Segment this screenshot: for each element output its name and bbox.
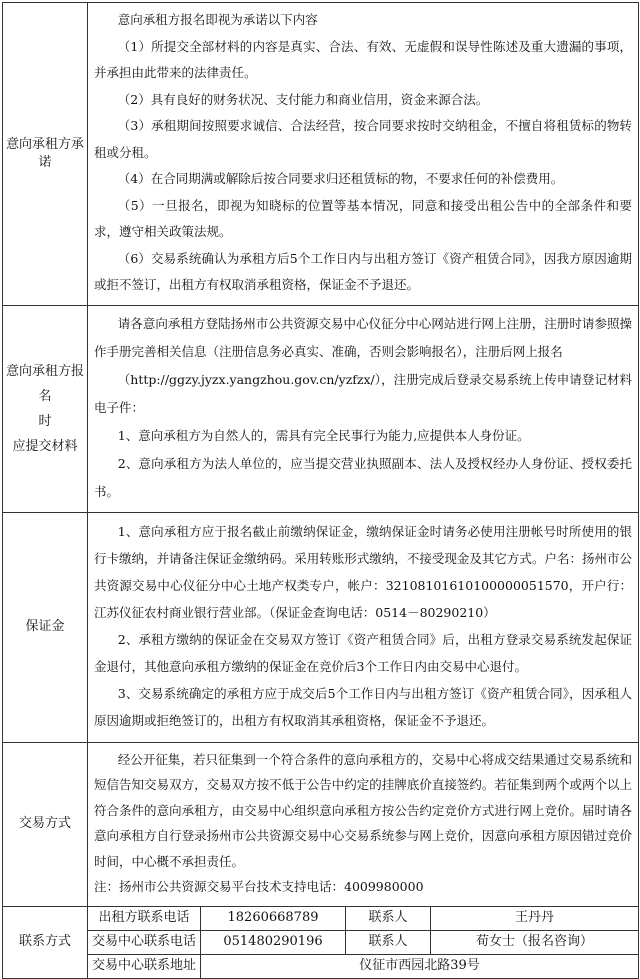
materials-label-line2: 时 <box>38 413 52 429</box>
landlord-phone-label: 出租方联系电话 <box>88 906 201 930</box>
landlord-contact: 王丹丹 <box>431 906 639 930</box>
materials-url: （http://ggzy.jyzx.yangzhou.gov.cn/yzfzx/），注册完成后登录交易系统上传申请登记材料电子件： <box>94 371 633 415</box>
contact-row-1 <box>3 906 639 930</box>
materials-para-3: 2、意向承租方为法人单位的，应当提交营业执照副本、法人及授权经办人身份证、授权委托书。 <box>94 455 633 499</box>
commitment-body <box>88 3 639 306</box>
contact-row-2 <box>3 930 639 954</box>
deposit-para-2: 2、承租方缴纳的保证金在交易双方签订《资产租赁合同》后，出租方登录交易系统发起保证金退付，其他意向承租方缴纳的保证金在竞价后3个工作日内由交易中心退付。 <box>94 632 633 674</box>
commitment-label: 意向承租方承诺 <box>3 3 88 306</box>
materials-row <box>3 305 639 512</box>
center-phone: 051480290196 <box>201 930 346 954</box>
materials-para-1: 请各意向承租方登陆扬州市公共资源交易中心仪征分中心网站进行网上注册，注册时请参照操作手册完善相关信息（注册信息务必真实、准确，否则会影响报名），注册后网上报名 <box>94 315 633 359</box>
landlord-phone: 18260668789 <box>201 906 346 930</box>
commitment-intro: 意向承租方报名即视为承诺以下内容 <box>117 12 318 27</box>
commitment-item-3: （3）承租期间按照要求诚信、合法经营，按合同要求按时交纳租金，不擅自将租赁标的物转租或分租。 <box>94 118 633 160</box>
center-phone-label: 交易中心联系电话 <box>88 930 201 954</box>
trade-body <box>88 742 639 906</box>
commitment-item-1: （1）所提交全部材料的内容是真实、合法、有效、无虚假和误导性陈述及重大遗漏的事项，并承担由此带来的法律责任。 <box>94 38 633 80</box>
commitment-item-6: （6）交易系统确认为承租方后5个工作日内与出租方签订《资产租赁合同》，因我方原因逾期或拒不签订，出租方有权取消承租资格，保证金不予退还。 <box>94 250 633 292</box>
trade-row <box>3 742 639 906</box>
deposit-para-1: 1、意向承租方应于报名截止前缴纳保证金，缴纳保证金时请务必使用注册帐号时所使用的银行卡缴纳，并请备注保证金缴纳码。采用转账形式缴纳，不接受现金及其它方式。户名：扬州市公共资源交易中心仪征分中心土地产权类专户，帐户：32108101610100000051570，开户行：江苏仪征农村商业银行营业部。（保证金查询电话：0514－80290210） <box>94 524 633 620</box>
commitment-item-5: （5）一旦报名，即视为知晓标的位置等基本情况，同意和接受出租公告中的全部条件和要求，遵守相关政策法规。 <box>94 197 633 239</box>
deposit-body <box>88 512 639 742</box>
commitment-row <box>3 3 639 306</box>
trade-para-1: 经公开征集，若只征集到一个符合条件的意向承租方的，交易中心将成交结果通过交易系统和短信告知交易双方，交易双方按不低于公告中约定的挂牌底价直接签约。若征集到两个或两个以上符合条件的意向承租方，由交易中心组织意向承租方按公告约定竞价方式进行网上竞价。届时请各意向承租方自行登录扬州市公共资源交易中心交易系统参与网上竞价，因意向承租方原因错过竞价时间，中心概不承担责任。 <box>94 751 633 869</box>
contact-row-3 <box>3 954 639 978</box>
center-address: 仪征市西园北路39号 <box>201 954 639 978</box>
landlord-contact-label: 联系人 <box>346 906 431 930</box>
commitment-item-2: （2）具有良好的财务状况、支付能力和商业信用，资金来源合法。 <box>117 91 489 107</box>
notice-table <box>2 2 639 979</box>
center-contact-label: 联系人 <box>346 930 431 954</box>
trade-label: 交易方式 <box>3 742 88 906</box>
commitment-item-4: （4）在合同期满或解除后按合同要求归还租赁标的物，不要求任何的补偿费用。 <box>117 171 564 186</box>
materials-label-line1: 意向承租方报名 <box>5 363 84 404</box>
deposit-row <box>3 512 639 742</box>
materials-label-line3: 应提交材料 <box>12 438 78 454</box>
contact-label: 联系方式 <box>3 906 88 978</box>
materials-para-2: 1、意向承租方为自然人的，需具有完全民事行为能力,应提供本人身份证。 <box>117 427 530 443</box>
materials-label <box>3 305 88 512</box>
materials-body <box>88 305 639 512</box>
trade-note: 注：扬州市公共资源交易平台技术支持电话：4009980000 <box>94 879 424 894</box>
deposit-para-3: 3、交易系统确定的承租方应于成交后5个工作日内与出租方签订《资产租赁合同》，因承租人原因逾期或拒绝签订的，出租方有权取消其承租资格，保证金不予退还。 <box>94 686 633 728</box>
center-address-label: 交易中心联系地址 <box>88 954 201 978</box>
deposit-label: 保证金 <box>3 512 88 742</box>
center-contact: 荀女士（报名咨询） <box>431 930 639 954</box>
